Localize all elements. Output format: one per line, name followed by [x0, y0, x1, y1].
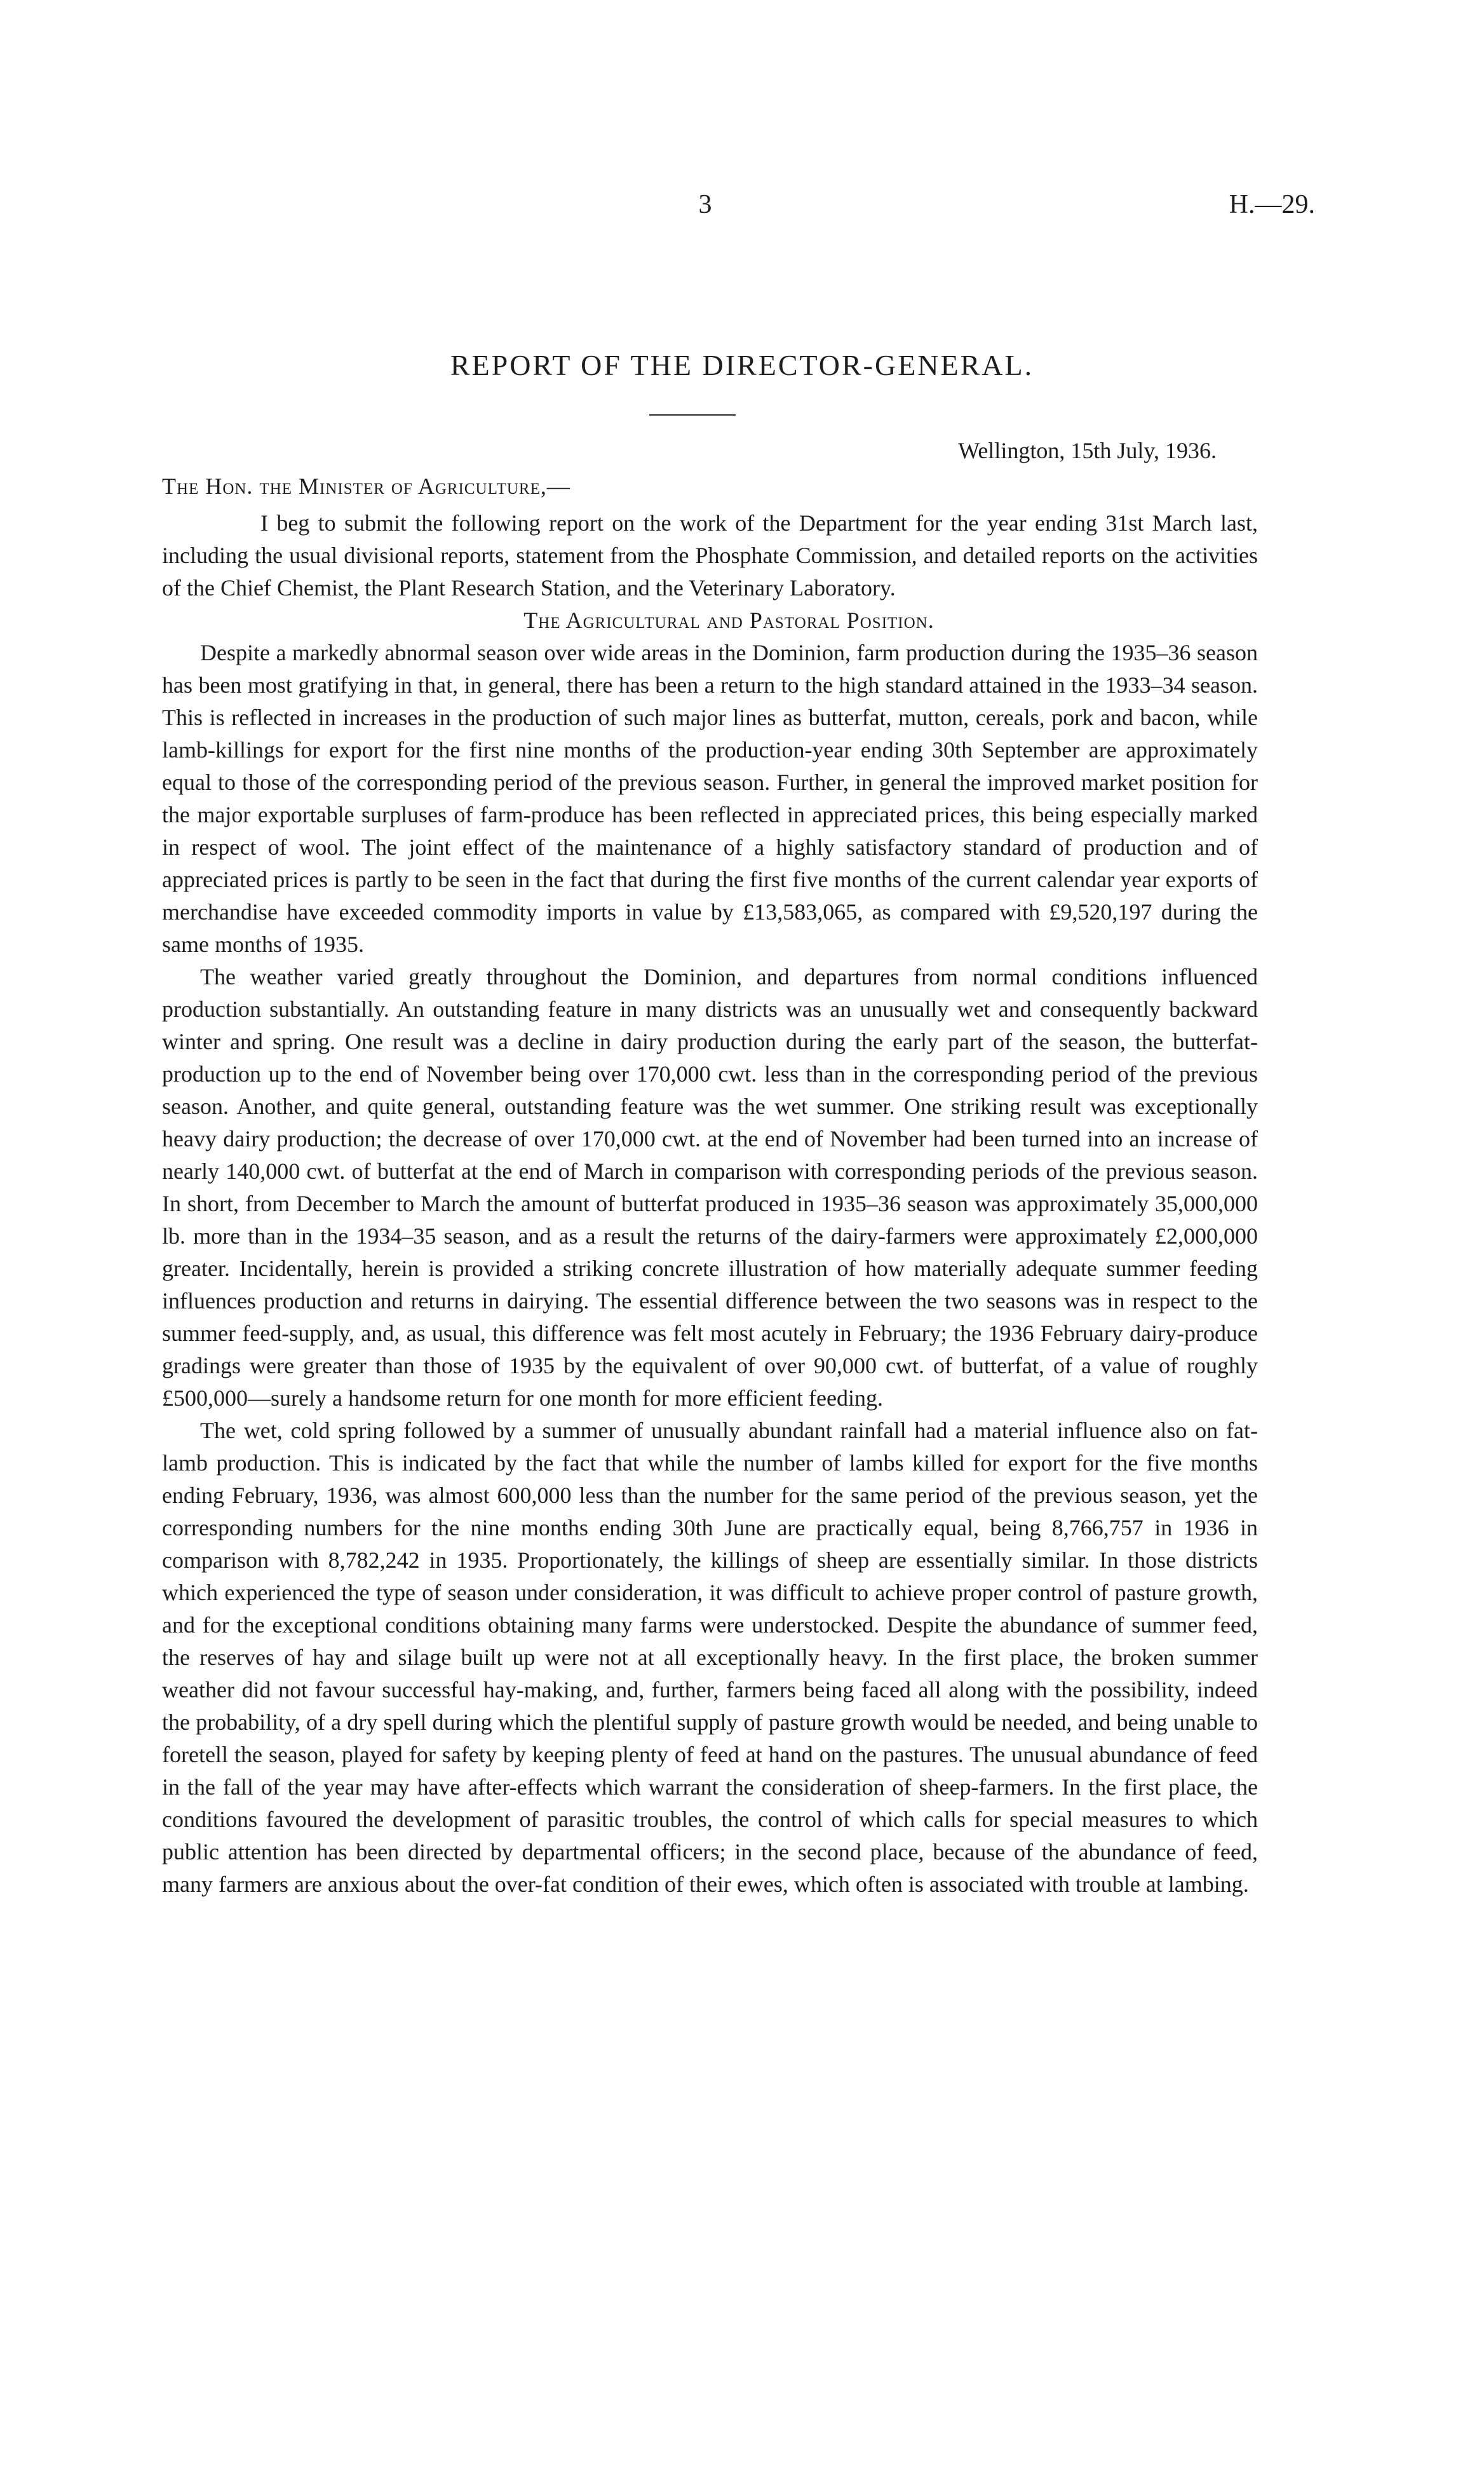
intro-paragraph: I beg to submit the following report on the work of the Department for the year ending 31st March last, including the usual divisional reports, statement from the Phosphate Commission, and detailed reports on the activities of the Chief Chemist, the Plant Research Station, and the Veterinary Laboratory. [162, 510, 1258, 601]
body-paragraph: The weather varied greatly throughout the Dominion, and departures from normal conditions influenced production substantially. An outstanding feature in many districts was an unusually wet and consequently backward winter and spring. One result was a decline in dairy production during the early part of the season, the butterfat-production up to the end of November being over 170,000 cwt. less than in the corresponding period of the previous season. Another, and quite general, outstanding feature was the wet summer. One striking result was exceptionally heavy dairy production; the decrease of over 170,000 cwt. at the end of November had been turned into an increase of nearly 140,000 cwt. of butterfat at the end of March in comparison with corresponding periods of the previous season. In short, from December to March the amount of butterfat produced in 1935–36 season was approximately 35,000,000 lb. more than in the 1934–35 season, and as a result the returns of the dairy-farmers were approximately £2,000,000 greater. Incidentally, herein is provided a striking concrete illustration of how materially adequate summer feeding influences production and returns in dairying. The essential difference between the two seasons was in respect to the summer feed-supply, and, as usual, this difference was felt most acutely in February; the 1936 February dairy-produce gradings were greater than those of 1935 by the equivalent of over 90,000 cwt. of butterfat, of a value of roughly £500,000—surely a handsome return for one month for more efficient feeding. [162, 964, 1258, 1411]
report-title: REPORT OF THE DIRECTOR-GENERAL. [450, 349, 1034, 381]
body-paragraph: Despite a markedly abnormal season over wide areas in the Dominion, farm production during the 1935–36 season has been most gratifying in that, in general, there has been a return to the high standard attained in the 1933–34 season. This is reflected in increases in the production of such major lines as butterfat, mutton, cereals, pork and bacon, while lamb-killings for export for the first nine months of the production-year ending 30th September are approximately equal to those of the corresponding period of the previous season. Further, in general the improved market position for the major exportable surpluses of farm-produce has been reflected in appreciated prices, this being especially marked in respect of wool. The joint effect of the maintenance of a highly satisfactory standard of production and of appreciated prices is partly to be seen in the fact that during the first five months of the current calendar year exports of merchandise have exceeded commodity imports in value by £13,583,065, as compared with £9,520,197 during the same months of 1935. [162, 640, 1258, 957]
document-reference: H.—29. [1229, 190, 1315, 219]
addressee: The Hon. the Minister of Agriculture,— [162, 473, 570, 499]
body-paragraph: The wet, cold spring followed by a summer of unusually abundant rainfall had a material influence also on fat-lamb production. This is indicated by the fact that while the number of lambs killed for export for the five months ending February, 1936, was almost 600,000 less than the number for the same period of the previous season, yet the corresponding numbers for the nine months ending 30th June are practically equal, being 8,766,757 in 1936 in comparison with 8,782,242 in 1935. Proportionately, the killings of sheep are essentially similar. In those districts which experienced the type of season under consideration, it was difficult to achieve proper control of pasture growth, and for the exceptional conditions obtaining many farms were understocked. Despite the abundance of summer feed, the reserves of hay and silage built up were not at all exceptionally heavy. In the first place, the broken summer weather did not favour successful hay-making, and, further, farmers being faced all along with the possibility, indeed the probability, of a dry spell during which the plentiful supply of pasture growth would be needed, and being unable to foretell the season, played for safety by keeping plenty of feed at hand on the pastures. The unusual abundance of feed in the fall of the year may have after-effects which warrant the consideration of sheep-farmers. In the first place, the conditions favoured the development of parasitic troubles, the control of which calls for special measures to which public attention has been directed by departmental officers; in the second place, because of the abundance of feed, many farmers are anxious about the over-fat condition of their ewes, which often is associated with trouble at lambing. [162, 1418, 1258, 1897]
date-line: Wellington, 15th July, 1936. [958, 438, 1217, 463]
section-heading: The Agricultural and Pastoral Position. [523, 608, 934, 633]
report-body [162, 507, 1258, 1901]
page-number: 3 [698, 190, 712, 219]
title-divider [649, 414, 736, 416]
